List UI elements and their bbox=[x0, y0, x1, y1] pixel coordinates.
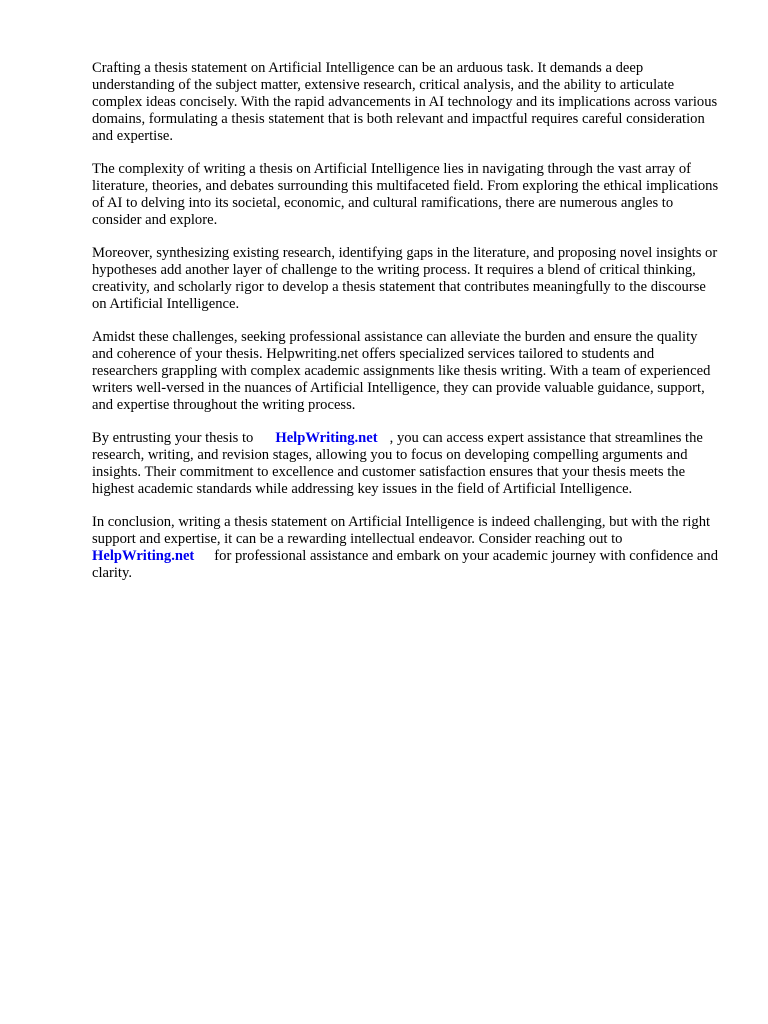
paragraph-intro: Crafting a thesis statement on Artificial Intelligence can be an arduous task. It demands a deep understanding of the subject matter, extensive research, critical analysis, and the ability to articulate complex ideas concisely. With the rapid advancements in AI technology and its implications across various domains, formulating a thesis statement that is both relevant and impactful requires careful consideration and expertise. bbox=[92, 60, 718, 145]
document-body bbox=[92, 60, 722, 597]
paragraph-synthesis: Moreover, synthesizing existing research, identifying gaps in the literature, and proposing novel insights or hypotheses add another layer of challenge to the writing process. It requires a blend of critical thinking, creativity, and scholarly rigor to develop a thesis statement that contributes meaningfully to the discourse on Artificial Intelligence. bbox=[92, 244, 718, 313]
paragraph-conclusion-rest: for professional assistance and embark on your academic journey with confidence and clarity. bbox=[92, 547, 719, 581]
paragraph-entrusting bbox=[92, 430, 722, 498]
paragraph-entrusting-rest: , you can access expert assistance that streamlines the research, writing, and revision stages, allowing you to focus on developing compelling arguments and insights. Their commitment to excellence and customer satisfaction ensures that your thesis meets the highest academic standards while addressing key issues in the field of Artificial Intelligence. bbox=[92, 429, 703, 497]
paragraph-conclusion-lead: In conclusion, writing a thesis statement on Artificial Intelligence is indeed challenging, but with the right support and expertise, it can be a rewarding intellectual endeavor. Consider reaching out to bbox=[92, 513, 711, 547]
paragraph-complexity: The complexity of writing a thesis on Artificial Intelligence lies in navigating through the vast array of literature, theories, and debates surrounding this multifaceted field. From exploring the ethical implications of AI to delving into its societal, economic, and cultural ramifications, there are numerous angles to consider and explore. bbox=[92, 160, 719, 229]
paragraph-conclusion bbox=[92, 514, 722, 582]
paragraph-entrusting-lead: By entrusting your thesis to bbox=[92, 429, 254, 446]
helpwriting-link[interactable]: HelpWriting.net bbox=[275, 429, 378, 446]
paragraph-assistance: Amidst these challenges, seeking professional assistance can alleviate the burden and ensure the quality and coherence of your thesis. Helpwriting.net offers specialized services tailored to students and researchers grappling with complex academic assignments like thesis writing. With a team of experienced writers well-versed in the nuances of Artificial Intelligence, they can provide valuable guidance, support, and expertise throughout the writing process. bbox=[92, 328, 711, 414]
helpwriting-link-conclusion[interactable]: HelpWriting.net bbox=[92, 547, 195, 564]
